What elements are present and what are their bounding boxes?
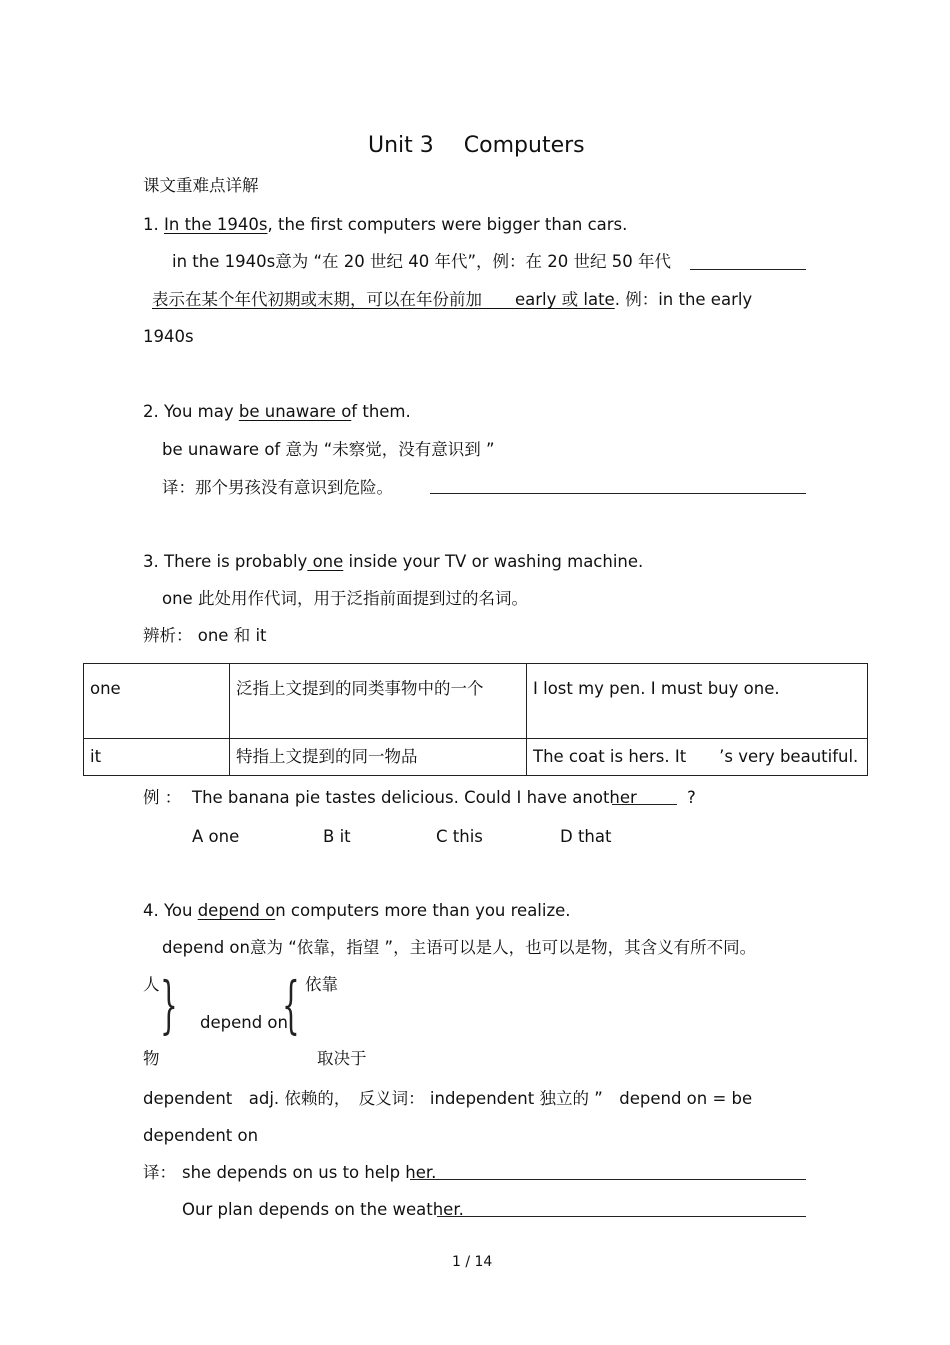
key-phrase: depend o xyxy=(197,901,276,920)
option-a[interactable]: A one xyxy=(192,827,240,846)
topic-label: Computers xyxy=(463,133,585,158)
question-mark: ? xyxy=(687,788,696,807)
point-4-sentence xyxy=(143,901,571,921)
point-1-note-2 xyxy=(152,290,752,310)
table-cell-meaning: 泛指上文提到的同类事物中的一个 xyxy=(230,664,527,739)
point-3-note: one 此处用作代词，用于泛指前面提到过的名词。 xyxy=(162,589,528,608)
table-cell-word: one xyxy=(84,664,230,739)
point-number: 1. xyxy=(143,215,164,234)
subject-person: 人 xyxy=(143,975,160,994)
translation-sentence-2: Our plan depends on the weather. xyxy=(182,1200,464,1219)
example-label: 例 ： xyxy=(143,788,182,807)
key-phrase: be unaware o xyxy=(238,402,352,421)
point-3-sentence xyxy=(143,552,643,572)
right-brace-icon: } xyxy=(160,968,178,1041)
depend-on-center: depend on xyxy=(200,1013,288,1032)
answer-blank[interactable] xyxy=(430,493,806,494)
section-subtitle: 课文重难点详解 xyxy=(143,176,259,195)
option-c[interactable]: C this xyxy=(436,827,483,846)
sentence-rest: inside your TV or washing machine. xyxy=(343,552,644,571)
translation-label: 译： xyxy=(143,1163,176,1182)
underlined-note: 表示在某个年代初期或末期，可以在年份前加 early 或 late xyxy=(152,290,615,309)
translation-sentence-1: she depends on us to help her. xyxy=(182,1163,437,1182)
point-2-translation: 译：那个男孩没有意识到危险。 xyxy=(162,478,393,497)
point-1-note: in the 1940s意为 “在 20 世纪 40 年代”，例：在 20 世纪 50 年代 xyxy=(172,252,671,271)
table-row xyxy=(84,739,868,776)
answer-blank[interactable] xyxy=(690,269,806,270)
sentence-start: 4. You xyxy=(143,901,198,920)
key-phrase: one xyxy=(307,552,344,571)
page-title xyxy=(368,133,585,159)
answer-blank[interactable] xyxy=(410,1179,806,1180)
meaning-decide: 取决于 xyxy=(317,1049,367,1068)
answer-blank[interactable] xyxy=(612,804,677,805)
dependent-note-2: dependent on xyxy=(143,1126,259,1145)
one-it-comparison-table xyxy=(83,663,868,776)
subject-thing: 物 xyxy=(143,1049,160,1068)
meaning-rely: 依靠 xyxy=(305,975,338,994)
table-row xyxy=(84,664,868,739)
table-cell-example: The coat is hers. It ’s very beautiful. xyxy=(527,739,868,776)
dependent-note: dependent adj. 依赖的， 反义词： independent 独立的 ” depend on = be xyxy=(143,1089,753,1108)
left-brace-icon: { xyxy=(282,968,300,1041)
table-cell-word: it xyxy=(84,739,230,776)
option-b[interactable]: B it xyxy=(323,827,351,846)
sentence-start: 3. There is probably xyxy=(143,552,308,571)
sentence-rest: f them. xyxy=(351,402,411,421)
example-question: The banana pie tastes delicious. Could I have another xyxy=(192,788,637,807)
point-4-note: depend on意为 “依靠，指望 ”，主语可以是人，也可以是物，其含义有所不同。 xyxy=(162,938,757,957)
point-3-compare-label: 辨析： one 和 it xyxy=(143,626,267,645)
point-2-sentence xyxy=(143,402,411,422)
point-1-sentence xyxy=(143,215,627,235)
point-number: 2. You may xyxy=(143,402,239,421)
table-cell-example: I lost my pen. I must buy one. xyxy=(527,664,868,739)
answer-blank[interactable] xyxy=(437,1216,806,1217)
sentence-rest: n computers more than you realize. xyxy=(275,901,571,920)
page-number: 1 / 14 xyxy=(452,1254,493,1270)
point-2-note: be unaware of 意为 “未察觉，没有意识到 ” xyxy=(162,440,495,459)
sentence-rest: , the first computers were bigger than cars. xyxy=(267,215,628,234)
option-d[interactable]: D that xyxy=(560,827,612,846)
unit-label: Unit 3 xyxy=(368,133,434,158)
point-1-note-3: 1940s xyxy=(143,327,194,346)
table-cell-meaning: 特指上文提到的同一物品 xyxy=(230,739,527,776)
key-phrase: In the 1940s xyxy=(164,215,268,234)
note-rest: . 例：in the early xyxy=(614,290,753,309)
